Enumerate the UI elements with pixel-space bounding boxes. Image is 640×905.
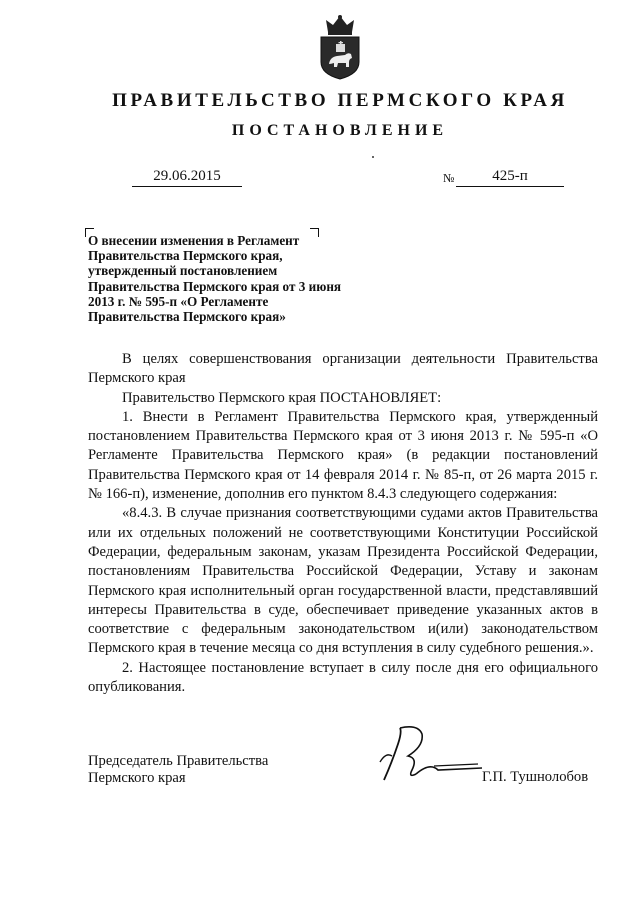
document-type: ПОСТАНОВЛЕНИЕ: [231, 122, 449, 139]
number-sign: №: [443, 171, 455, 185]
signatory-position: [88, 753, 268, 787]
government-name: ПРАВИТЕЛЬСТВО ПЕРМСКОГО КРАЯ: [112, 90, 568, 111]
document-subject: О внесении изменения в Регламент Правительства Пермского края, утвержденный постановлением Правительства Пермского края от 3 июня 2013 г. № 595-п «О Регламенте Правительства Пермского края»: [88, 233, 342, 325]
document-body: [88, 350, 598, 697]
signatory-position-line2: Пермского края: [88, 770, 186, 786]
paragraph-resolves: Правительство Пермского края ПОСТАНОВЛЯЕТ:: [122, 389, 442, 406]
document-date: 29.06.2015: [132, 168, 242, 187]
paragraph-item-1: 1. Внести в Регламент Правительства Пермского края, утвержденный постановлением Правительства Пермского края от 3 июня 2013 г. № 595-п «О Регламенте Правительства Пермского края» (в редакции постановлений Правительства Пермского края от 14 февраля 2014 г. № 85-п, от 26 марта 2015 г. № 166-п), изменение, дополнив его пунктом 8.4.3 следующего содержания:: [88, 408, 598, 503]
handwritten-signature-icon: [378, 722, 488, 784]
scan-dot: [372, 156, 374, 158]
paragraph-item-2: 2. Настоящее постановление вступает в силу после дня его официального опубликования.: [88, 659, 598, 696]
document-number: 425-п: [456, 168, 564, 187]
signatory-name: Г.П. Тушнолобов: [482, 769, 589, 785]
paragraph-item-8-4-3: «8.4.3. В случае признания соответствующими судами актов Правительства или их отдельных положений не соответствующими Конституции Российской Федерации, федеральным законам, указам Президента Российской Федерации, постановлениям Правительства Российской Федерации, Уставу и законам Пермского края исполнительный орган государственной власти, представлявший интересы Правительства в суде, обеспечивает приведение указанных актов в соответствие с федеральным законодательством и(или) законодательством Пермского края в течение месяца со дня вступления в силу судебного решения.».: [88, 505, 598, 657]
paragraph-purpose: В целях совершенствования организации деятельности Правительства Пермского края: [88, 351, 598, 387]
signatory-position-line1: Председатель Правительства: [88, 753, 269, 769]
perm-krai-coat-of-arms-icon: [318, 14, 362, 80]
